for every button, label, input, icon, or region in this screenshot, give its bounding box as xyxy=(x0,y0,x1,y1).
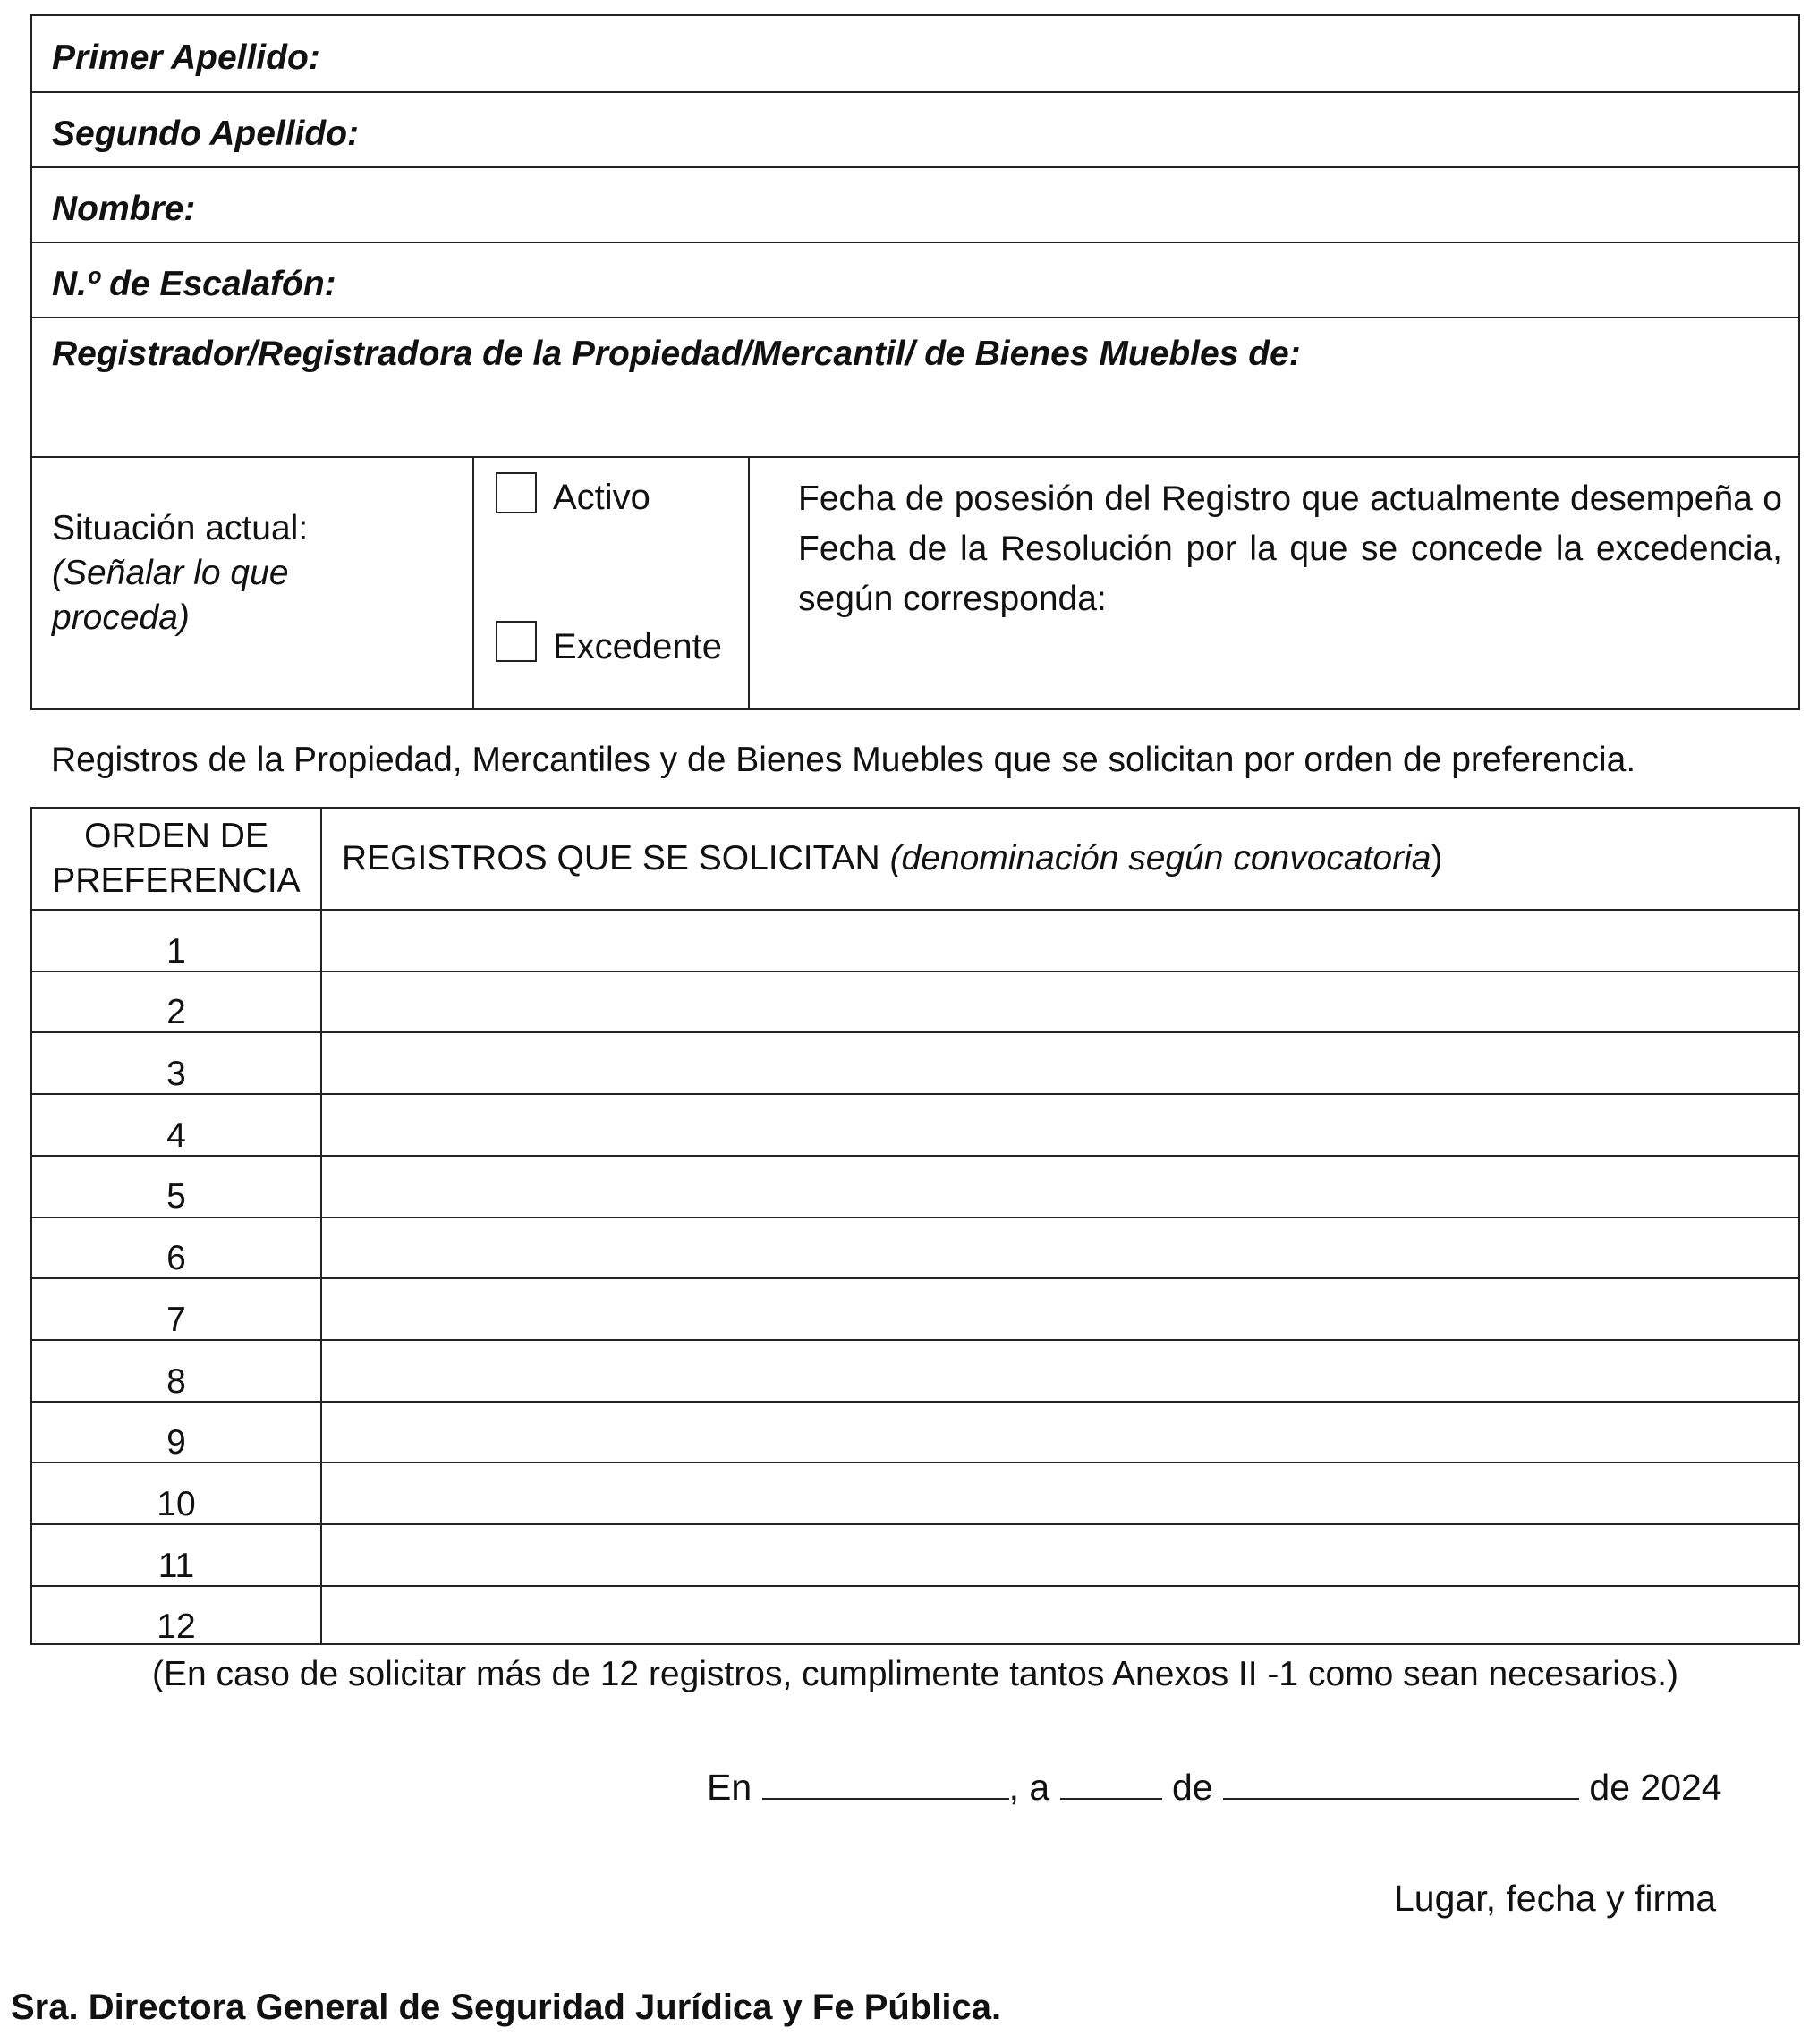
row-divider xyxy=(32,242,1798,243)
a-text: , a xyxy=(1008,1767,1050,1808)
registro-input-cell[interactable] xyxy=(322,1403,1798,1464)
registros-intro: Registros de la Propiedad, Mercantiles y de Bienes Muebles que se solicitan por orden de preferencia. xyxy=(51,741,1636,779)
registro-input-cell[interactable] xyxy=(322,1341,1798,1403)
en-text: En xyxy=(707,1767,752,1808)
place-date-line xyxy=(707,1766,1722,1809)
dia-blank[interactable] xyxy=(1060,1766,1162,1800)
personal-data-table xyxy=(30,14,1800,710)
table-row xyxy=(32,1401,1798,1464)
situacion-hint: (Señalar lo que proceda) xyxy=(52,554,289,637)
table-row xyxy=(32,1585,1798,1649)
row-divider xyxy=(32,166,1798,168)
escalafon-label: N.º de Escalafón: xyxy=(52,265,336,303)
row-number: 12 xyxy=(157,1607,196,1647)
row-divider xyxy=(32,456,1798,458)
de-text: de xyxy=(1171,1767,1213,1808)
header-line: ORDEN DE xyxy=(84,817,268,855)
registro-input-cell[interactable] xyxy=(322,911,1798,972)
de-year-text: de 2024 xyxy=(1589,1767,1722,1808)
row-number: 11 xyxy=(157,1546,195,1585)
row-number: 4 xyxy=(166,1115,186,1155)
row-divider xyxy=(32,317,1798,318)
table-row xyxy=(32,1277,1798,1341)
registro-input-cell[interactable] xyxy=(322,972,1798,1034)
registro-input-cell[interactable] xyxy=(322,1279,1798,1341)
registro-input-cell[interactable] xyxy=(322,1218,1798,1280)
row-number: 3 xyxy=(166,1055,186,1094)
table-row xyxy=(32,1217,1798,1280)
table-row xyxy=(32,971,1798,1034)
row-number: 9 xyxy=(166,1423,186,1463)
registro-input-cell[interactable] xyxy=(322,1525,1798,1587)
registros-solicitan-header xyxy=(342,809,1442,909)
fecha-line: Fecha de la Resolución por la que se concede la excedencia, xyxy=(798,530,1782,568)
excedente-checkbox[interactable] xyxy=(496,621,537,662)
row-number: 1 xyxy=(166,931,186,971)
primer-apellido-label: Primer Apellido: xyxy=(52,38,320,77)
registro-input-cell[interactable] xyxy=(322,1587,1798,1649)
header-italic: (denominación según convocatoria xyxy=(889,839,1431,878)
fecha-line: Fecha de posesión del Registro que actualmente desempeña o xyxy=(798,479,1782,518)
excedente-label: Excedente xyxy=(553,627,723,666)
mes-blank[interactable] xyxy=(1223,1766,1579,1800)
fecha-line: según corresponda: xyxy=(798,580,1107,618)
orden-preferencia-header xyxy=(32,809,320,909)
table-row xyxy=(32,1031,1798,1095)
table-row xyxy=(32,1093,1798,1157)
registro-input-cell[interactable] xyxy=(322,1463,1798,1525)
situacion-actual-cell xyxy=(52,506,446,640)
segundo-apellido-label: Segundo Apellido: xyxy=(52,114,360,153)
extra-registros-note: (En caso de solicitar más de 12 registros, cumplimente tantos Anexos II -1 como sean necesarios.) xyxy=(152,1655,1678,1693)
activo-label: Activo xyxy=(553,478,650,517)
fecha-posesion-text xyxy=(798,474,1782,624)
registro-input-cell[interactable] xyxy=(322,1095,1798,1157)
row-number: 2 xyxy=(166,993,186,1032)
registro-input-cell[interactable] xyxy=(322,1157,1798,1218)
row-number: 7 xyxy=(166,1300,186,1339)
addressee: Sra. Directora General de Seguridad Jurídica y Fe Pública. xyxy=(11,1988,1002,2027)
table-row xyxy=(32,1339,1798,1403)
header-line: PREFERENCIA xyxy=(52,861,301,900)
header-text: REGISTROS QUE SE SOLICITAN xyxy=(342,839,890,878)
table-row xyxy=(32,1155,1798,1218)
registrador-label: Registrador/Registradora de la Propiedad/Mercantil/ de Bienes Muebles de: xyxy=(52,335,1301,373)
row-number: 8 xyxy=(166,1361,186,1401)
column-divider xyxy=(748,456,750,708)
table-row xyxy=(32,1523,1798,1587)
preference-table xyxy=(30,807,1800,1645)
lugar-blank[interactable] xyxy=(762,1766,1009,1800)
column-divider xyxy=(472,456,474,708)
nombre-label: Nombre: xyxy=(52,190,196,228)
table-row xyxy=(32,909,1798,972)
table-row xyxy=(32,1462,1798,1525)
registro-input-cell[interactable] xyxy=(322,1033,1798,1095)
activo-checkbox[interactable] xyxy=(496,472,537,513)
situacion-label: Situación actual: xyxy=(52,509,309,547)
header-close: ) xyxy=(1431,839,1443,878)
row-divider xyxy=(32,91,1798,93)
row-number: 5 xyxy=(166,1177,186,1217)
row-number: 6 xyxy=(166,1239,186,1278)
row-number: 10 xyxy=(157,1484,196,1523)
signature-label: Lugar, fecha y firma xyxy=(1394,1878,1717,1919)
